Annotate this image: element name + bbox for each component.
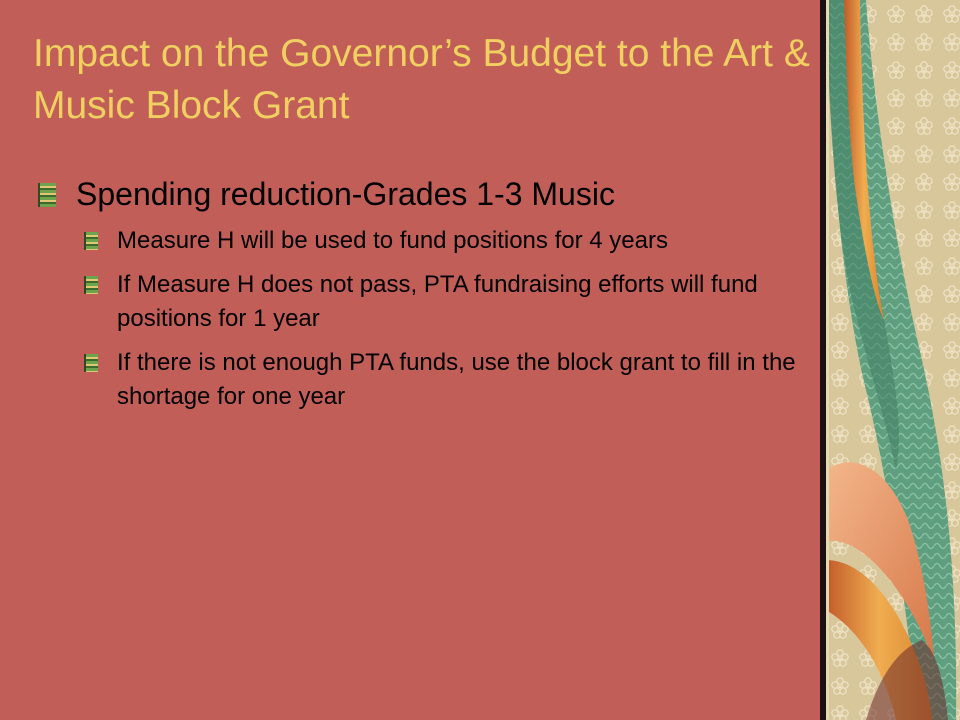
sub-bullet-item — [38, 268, 808, 336]
bullet-item-spending-reduction — [38, 174, 808, 214]
striped-bullet-icon — [84, 354, 98, 372]
sub-bullet-text: If Measure H does not pass, PTA fundraising efforts will fund positions for 1 year — [117, 271, 758, 332]
sub-bullet-text: If there is not enough PTA funds, use the block grant to fill in the shortage for one year — [117, 349, 796, 410]
sub-bullet-text: Measure H will be used to fund positions for 4 years — [117, 227, 668, 254]
sub-bullet-item — [38, 224, 808, 258]
striped-bullet-icon — [84, 276, 98, 294]
decorative-floral-panel — [826, 0, 960, 720]
bullet-text: Spending reduction-Grades 1-3 Music — [76, 176, 615, 212]
striped-bullet-icon — [38, 183, 56, 207]
striped-bullet-icon — [84, 232, 98, 250]
slide-title: Impact on the Governor’s Budget to the Art & Music Block Grant — [33, 32, 810, 128]
sub-bullet-item — [38, 346, 808, 414]
bullet-list — [38, 174, 808, 424]
